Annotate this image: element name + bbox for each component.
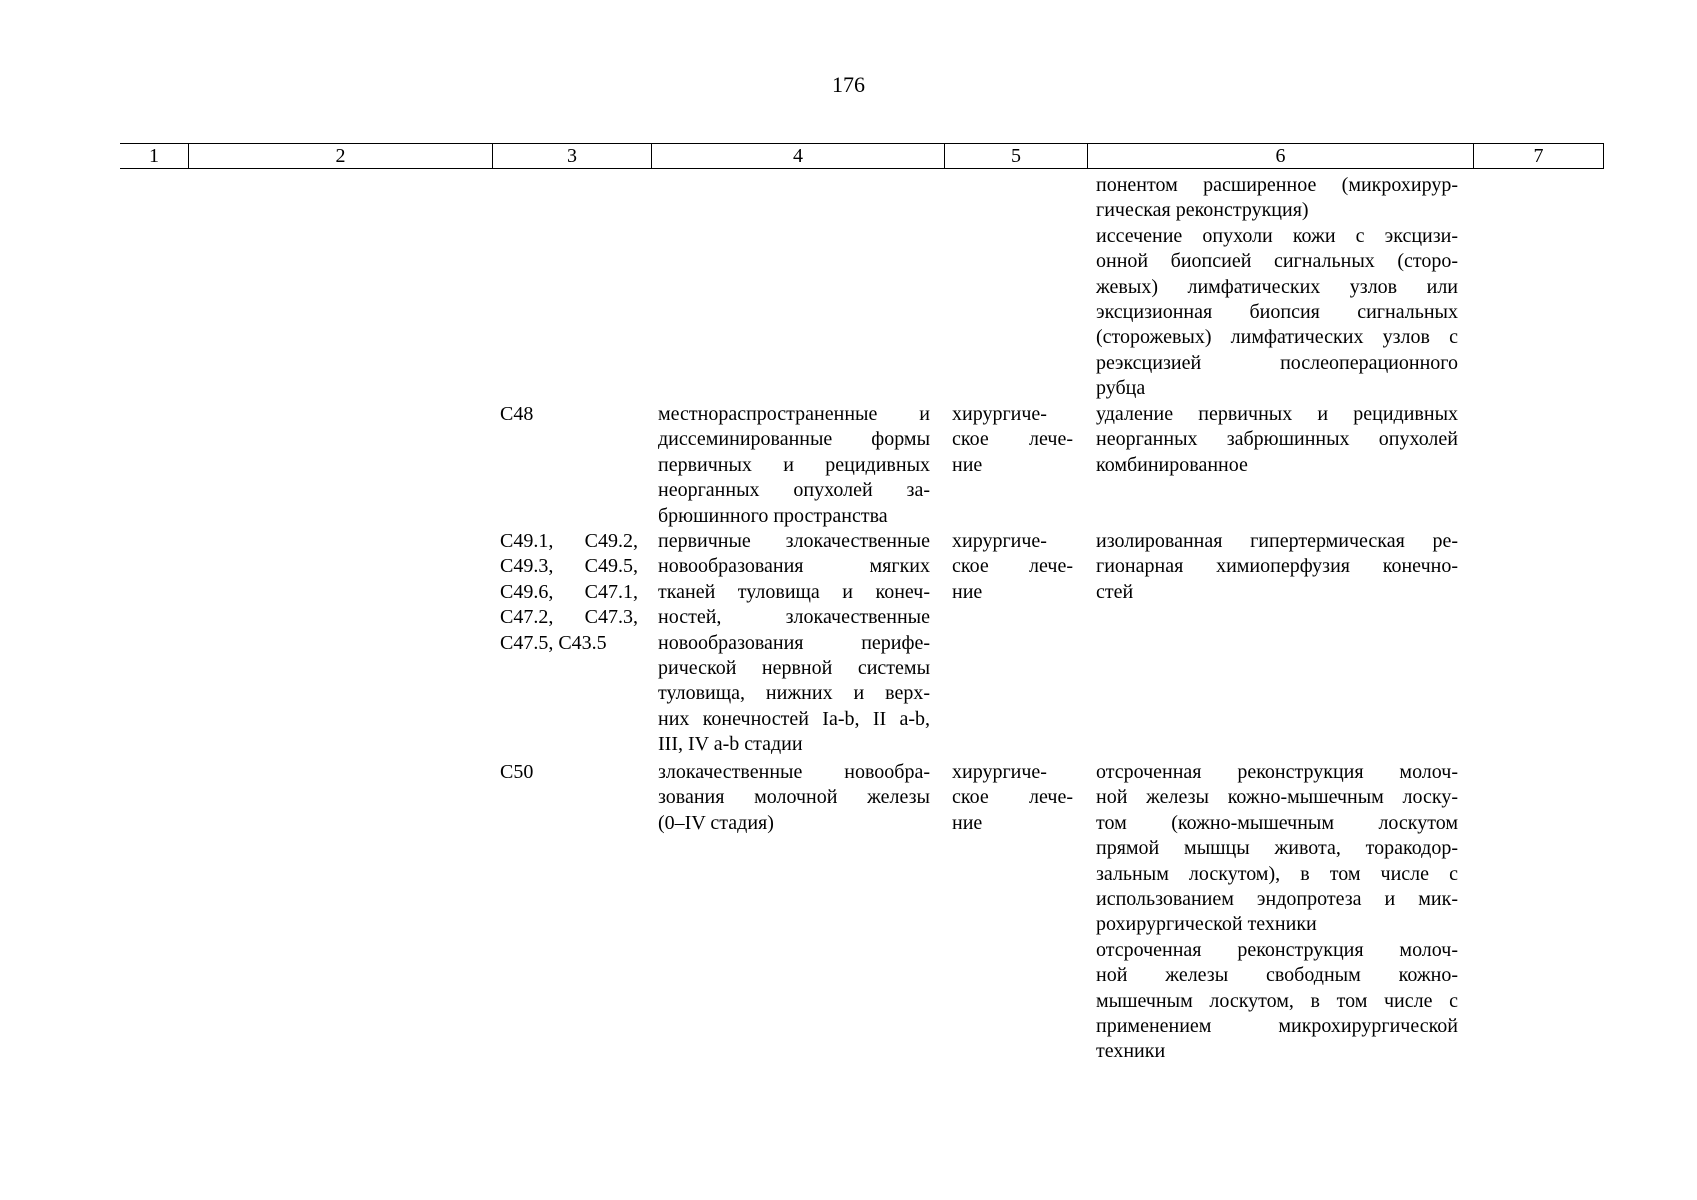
text-line: III, IV a-b стадии: [658, 733, 803, 756]
text-line: понентом расширенное (микрохирур-: [1096, 174, 1458, 196]
text-line: отсроченная реконструкция молоч-: [1096, 761, 1458, 783]
row-2-treatment-cell: [1096, 529, 1458, 605]
text-line: использованием эндопротеза и мик-: [1096, 888, 1458, 911]
text-line: иссечение опухоли кожи с эксцизи-: [1096, 224, 1458, 247]
header-col-7: 7: [1473, 144, 1604, 168]
text-line: брюшинного пространства: [658, 504, 888, 527]
row-2-treatment-type-cell: [952, 529, 1073, 605]
text-line: ние: [952, 811, 983, 834]
text-line: новообразования мягких: [658, 555, 930, 578]
table-header-row: [120, 143, 1604, 169]
text-line: рической нервной системы: [658, 657, 930, 680]
text-line: гионарная химиоперфузия конечно-: [1096, 555, 1458, 578]
text-line: С49.6, С47.1,: [500, 580, 638, 603]
text-line: ной железы кожно-мышечным лоску-: [1096, 786, 1458, 809]
text-line: ское лече-: [952, 428, 1073, 451]
row-2-codes-cell: [500, 529, 638, 656]
text-line: онной биопсией сигнальных (сторо-: [1096, 250, 1458, 273]
text-line: эксцизионная биопсия сигнальных: [1096, 301, 1458, 324]
row-3-treatment-type-cell: [952, 760, 1073, 836]
text-line: хирургиче-: [952, 530, 1047, 552]
row-3-diagnosis-cell: [658, 760, 930, 836]
row-1-codes-cell: [500, 402, 638, 427]
text-line: С49.3, С49.5,: [500, 555, 638, 578]
text-line: гическая реконструкция): [1096, 199, 1309, 222]
text-line: первичные злокачественные: [658, 530, 930, 552]
row-1-treatment-type-cell: [952, 402, 1073, 478]
text-line: комбинированное: [1096, 453, 1248, 476]
text-line: хирургиче-: [952, 761, 1047, 783]
text-line: зования молочной железы: [658, 786, 930, 809]
text-line: зальным лоскутом), в том числе с: [1096, 862, 1458, 885]
text-line: (сторожевых) лимфатических узлов с: [1096, 326, 1458, 349]
text-line: (0–IV стадия): [658, 811, 774, 834]
text-line: первичных и рецидивных: [658, 453, 930, 476]
header-col-2: 2: [188, 144, 492, 168]
text-line: С50: [500, 761, 534, 783]
row-1-diagnosis-cell: [658, 402, 930, 529]
text-line: прямой мышцы живота, торакодор-: [1096, 837, 1458, 860]
text-line: жевых) лимфатических узлов или: [1096, 275, 1458, 298]
continued-treatment-cell: [1096, 173, 1458, 402]
text-line: том (кожно-мышечным лоскутом: [1096, 811, 1458, 834]
text-line: хирургиче-: [952, 403, 1047, 425]
text-line: ние: [952, 580, 983, 603]
text-line: ское лече-: [952, 786, 1073, 809]
text-line: применением микрохирургической: [1096, 1015, 1458, 1038]
header-col-4: 4: [651, 144, 944, 168]
text-line: новообразования перифе-: [658, 631, 930, 654]
text-line: изолированная гипертермическая ре-: [1096, 530, 1458, 552]
row-2-diagnosis-cell: [658, 529, 930, 758]
text-line: удаление первичных и рецидивных: [1096, 403, 1458, 425]
text-line: техники: [1096, 1040, 1166, 1063]
text-line: отсроченная реконструкция молоч-: [1096, 938, 1458, 961]
text-line: С48: [500, 403, 534, 425]
header-col-1: 1: [149, 145, 159, 167]
text-line: С47.5, С43.5: [500, 631, 607, 654]
text-line: тканей туловища и конеч-: [658, 580, 930, 603]
text-line: ностей, злокачественные: [658, 606, 930, 629]
text-line: злокачественные новообра-: [658, 761, 930, 783]
text-line: мышечным лоскутом, в том числе с: [1096, 989, 1458, 1012]
text-line: стей: [1096, 580, 1134, 603]
header-col-5: 5: [944, 144, 1087, 168]
header-col-3: 3: [492, 144, 651, 168]
text-line: неорганных опухолей за-: [658, 479, 930, 502]
text-line: местнораспространенные и: [658, 403, 930, 425]
text-line: рубца: [1096, 377, 1146, 400]
text-line: туловища, нижних и верх-: [658, 682, 930, 705]
text-line: С49.1, С49.2,: [500, 530, 638, 552]
text-line: них конечностей Ia-b, II a-b,: [658, 707, 930, 730]
text-line: рохирургической техники: [1096, 913, 1317, 936]
page-number: 176: [832, 72, 865, 97]
text-line: ние: [952, 453, 983, 476]
text-line: С47.2, С47.3,: [500, 606, 638, 629]
text-line: ной железы свободным кожно-: [1096, 964, 1458, 987]
row-3-treatment-cell: [1096, 760, 1458, 1065]
header-col-6: 6: [1087, 144, 1473, 168]
row-1-treatment-cell: [1096, 402, 1458, 478]
text-line: ское лече-: [952, 555, 1073, 578]
text-line: неорганных забрюшинных опухолей: [1096, 428, 1458, 451]
text-line: реэксцизией послеоперационного: [1096, 351, 1458, 374]
row-3-codes-cell: [500, 760, 638, 785]
text-line: диссеминированные формы: [658, 428, 930, 451]
